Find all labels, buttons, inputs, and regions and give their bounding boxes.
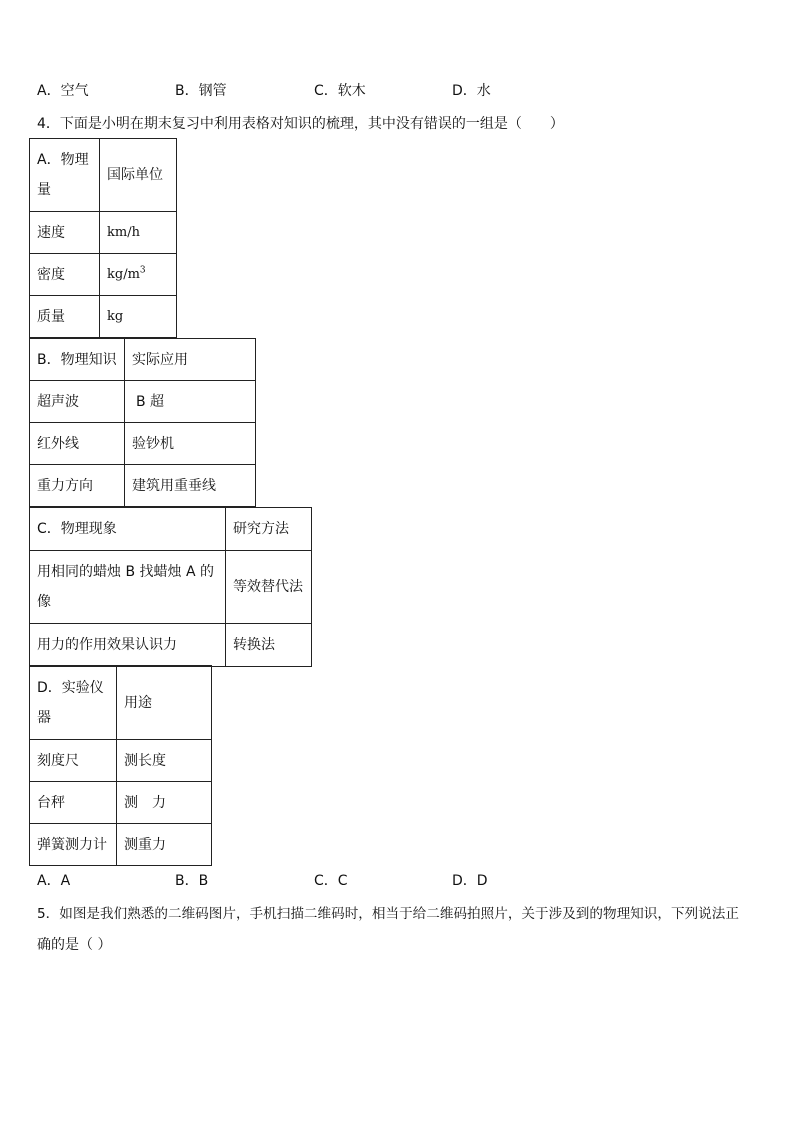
density-unit-superscript: 3 — [139, 265, 146, 276]
table-d-cell: 测重力 — [117, 824, 212, 866]
q4-option-b[interactable]: B．B — [175, 873, 209, 889]
table-b-header-application: 实际应用 — [125, 339, 256, 381]
table-b-header-knowledge: B．物理知识 — [30, 339, 125, 381]
table-d-header-use: 用途 — [117, 666, 212, 740]
table-a-cell: 密度 — [30, 254, 100, 296]
table-d-cell: 测长度 — [117, 740, 212, 782]
q3-option-c[interactable]: C．软木 — [314, 83, 366, 99]
table-a-cell: 质量 — [30, 296, 100, 338]
table-c-header-method: 研究方法 — [226, 508, 312, 551]
q5-stem-line1: 5．如图是我们熟悉的二维码图片，手机扫描二维码时，相当于给二维码拍照片，关于涉及到的物理知识，下列说法正 — [37, 906, 739, 922]
table-b-cell: 重力方向 — [30, 465, 125, 507]
table-c — [29, 507, 312, 667]
q4-option-a[interactable]: A．A — [37, 873, 71, 889]
table-a-cell: kg — [100, 296, 177, 338]
table-b-cell: 超声波 — [30, 381, 125, 423]
density-unit: kg/m — [107, 266, 140, 282]
table-d-header-instrument: D．实验仪器 — [30, 666, 117, 740]
table-c-header-phenomenon: C．物理现象 — [30, 508, 226, 551]
table-c-cell: 用相同的蜡烛 B 找蜡烛 A 的像 — [30, 551, 226, 624]
table-b-cell: 建筑用重垂线 — [125, 465, 256, 507]
table-b-cell: B 超 — [125, 381, 256, 423]
table-b-cell: 红外线 — [30, 423, 125, 465]
q4-stem: 4．下面是小明在期末复习中利用表格对知识的梳理，其中没有错误的一组是（ ） — [37, 116, 564, 132]
q3-option-b[interactable]: B．钢管 — [175, 83, 227, 99]
table-c-cell: 等效替代法 — [226, 551, 312, 624]
table-c-cell: 用力的作用效果认识力 — [30, 624, 226, 667]
table-d-cell: 弹簧测力计 — [30, 824, 117, 866]
table-a-cell: km/h — [100, 212, 177, 254]
table-d — [29, 665, 212, 866]
q5-stem-line2: 确的是（ ） — [37, 937, 112, 953]
table-a-header-unit: 国际单位 — [100, 139, 177, 212]
table-c-cell: 转换法 — [226, 624, 312, 667]
table-d-cell: 测 力 — [117, 782, 212, 824]
q3-option-d[interactable]: D．水 — [452, 83, 491, 99]
table-b — [29, 338, 256, 507]
table-a-cell — [100, 254, 177, 296]
table-a-header-quantity: A．物理量 — [30, 139, 100, 212]
table-d-cell: 刻度尺 — [30, 740, 117, 782]
table-a — [29, 138, 177, 338]
table-d-cell: 台秤 — [30, 782, 117, 824]
q4-option-d[interactable]: D．D — [452, 873, 488, 889]
q3-option-a[interactable]: A．空气 — [37, 83, 89, 99]
table-b-cell: 验钞机 — [125, 423, 256, 465]
q4-option-c[interactable]: C．C — [314, 873, 348, 889]
table-a-cell: 速度 — [30, 212, 100, 254]
